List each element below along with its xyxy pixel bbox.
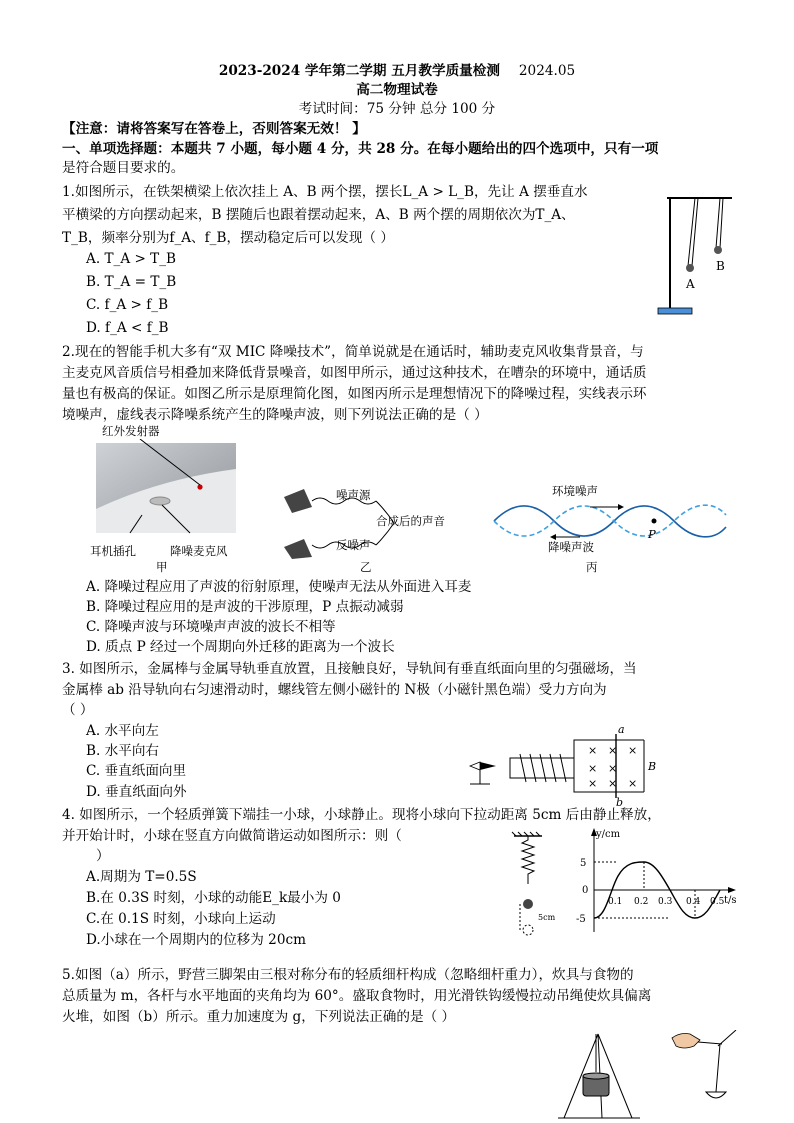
q3-option-b[interactable]: B. 水平向右: [86, 743, 160, 759]
ir-label: 红外发射器: [102, 424, 160, 438]
pendulum-stand-figure: [650, 190, 740, 330]
xtick-0.3: 0.3: [658, 897, 673, 907]
q1-line1: 1.如图所示，在铁架横梁上依次挂上 A、B 两个摆，摆长L_A > L_B，先让 A 摆垂直水: [62, 184, 588, 200]
q2-option-b[interactable]: B. 降噪过程应用的是声波的干涉原理，P 点振动减弱: [86, 599, 404, 615]
svg-text:×: ×: [588, 744, 598, 757]
q4-line3: ）: [96, 848, 110, 864]
spring-distance-label: 5cm: [538, 913, 556, 922]
tripod-figure: [556, 1030, 746, 1122]
env-noise-label: 环境噪声: [552, 484, 598, 498]
q1-option-d[interactable]: D. f_A < f_B: [86, 320, 169, 336]
q3-line2: 金属棒 ab 沿导轨向右匀速滑动时，螺线管左侧小磁针的 N极（小磁针黑色端）受力方向为: [62, 682, 607, 698]
q2-line3: 量也有极高的保证。如图乙所示是原理简化图，如图丙所示是理想情况下的降噪过程，实线表示环: [62, 386, 647, 402]
q2-line4: 境噪声，虚线表示降噪系统产生的降噪声波，则下列说法正确的是（ ）: [62, 407, 488, 423]
section1-heading: 一、单项选择题：本题共 7 小题，每小题 4 分，共 28 分。在每小题给出的四个选项中，只有一项: [62, 141, 659, 157]
q1-option-a[interactable]: A. T_A > T_B: [86, 251, 177, 267]
solenoid-rail-figure: [466, 724, 666, 806]
q5-line1: 5.如图（a）所示，野营三脚架由三根对称分布的轻质细杆构成（忽略细杆重力），炊具与食物的: [62, 967, 634, 983]
q1-option-b[interactable]: B. T_A = T_B: [86, 274, 177, 290]
q2-option-a[interactable]: A. 降噪过程应用了声波的衍射原理，使噪声无法从外面进入耳麦: [86, 579, 472, 595]
xtick-0.5: 0.5: [710, 897, 725, 907]
ytick-neg5: -5: [576, 914, 586, 925]
q4-line1: 4. 如图所示，一个轻质弹簧下端挂一小球，小球静止。现将小球向下拉动距离 5cm 后由静止释放，: [62, 807, 661, 823]
xtick-0.2: 0.2: [634, 897, 649, 907]
q2-line2: 主麦克风音质信号相叠加来降低背景噪音，如图甲所示，通过这种技术，在嘈杂的环境中，通话质: [62, 365, 647, 381]
q3-option-c[interactable]: C. 垂直纸面向里: [86, 763, 187, 779]
section1-heading-cont: 是符合题目要求的。: [62, 160, 185, 176]
ytick-0: 0: [582, 885, 589, 896]
phone-figure: [90, 423, 250, 573]
notice: 【注意：请将答案写在答卷上，否则答案无效！ 】: [62, 121, 366, 137]
q3-option-a[interactable]: A. 水平向左: [86, 723, 159, 739]
q5-line2: 总质量为 m，各杆与水平地面的夹角均为 60°。盛取食物时，用光滑铁钩缓慢拉动吊绳使炊具偏离: [62, 988, 652, 1004]
rod-end-b-label: b: [616, 796, 624, 806]
svg-text:×: ×: [608, 777, 618, 790]
q2-option-c[interactable]: C. 降噪声波与环境噪声声波的波长不相等: [86, 619, 336, 635]
q4-option-c[interactable]: C.在 0.1S 时刻，小球向上运动: [86, 911, 276, 927]
xtick-0.1: 0.1: [608, 897, 623, 907]
q1-option-c[interactable]: C. f_A > f_B: [86, 297, 169, 313]
pendulum-a-label: A: [686, 277, 695, 291]
q3-line3: （ ）: [62, 702, 94, 718]
anti-wave-label: 降噪声波: [548, 540, 594, 554]
x-axis-label: t/s: [724, 895, 737, 906]
point-p-label: P: [648, 527, 656, 541]
q4-option-b[interactable]: B.在 0.3S 时刻，小球的动能E_k最小为 0: [86, 890, 341, 906]
exam-info: 考试时间：75 分钟 总分 100 分: [298, 101, 496, 117]
q1-line3: T_B，频率分别为f_A、f_B，摆动稳定后可以发现（ ）: [62, 230, 394, 246]
svg-text:×: ×: [628, 744, 638, 757]
q2-line1: 2.现在的智能手机大多有“双 MIC 降噪技术”，简单说就是在通话时，辅助麦克风收集背景音，与: [62, 344, 644, 360]
q2-option-d[interactable]: D. 质点 P 经过一个周期向外迁移的距离为一个波长: [86, 639, 395, 655]
xtick-0.4: 0.4: [686, 897, 701, 907]
exam-subtitle: 高二物理试卷: [356, 82, 438, 98]
svg-text:×: ×: [608, 762, 618, 775]
svg-text:×: ×: [608, 744, 618, 757]
fig-bing-caption: 丙: [586, 560, 598, 574]
noise-source-label: 噪声源: [336, 488, 371, 502]
svg-text:×: ×: [588, 777, 598, 790]
fig-jia-caption: 甲: [156, 560, 168, 574]
anti-noise-label: 反噪声: [336, 538, 371, 552]
q3-option-d[interactable]: D. 垂直纸面向外: [86, 784, 187, 800]
fig-yi-caption: 乙: [360, 560, 372, 574]
noise-cancel-wave-figure: [490, 483, 730, 575]
pendulum-b-label: B: [716, 259, 725, 273]
svg-text:×: ×: [628, 777, 638, 790]
q4-option-d[interactable]: D.小球在一个周期内的位移为 20cm: [86, 932, 306, 948]
svg-text:×: ×: [588, 762, 598, 775]
ytick-5: 5: [580, 858, 587, 869]
q1-line2: 平横梁的方向摆动起来，B 摆随后也跟着摆动起来，A、B 两个摆的周期依次为T_A、: [62, 207, 575, 223]
q3-line1: 3. 如图所示，金属棒与金属导轨垂直放置，且接触良好，导轨间有垂直纸面向里的匀强磁场，当: [62, 661, 637, 677]
jack-label: 耳机插孔: [90, 544, 136, 558]
field-b-label: B: [648, 760, 657, 773]
mic-label: 降噪麦克风: [170, 544, 228, 558]
mixed-sound-label: 合成后的声音: [376, 514, 445, 528]
y-axis-label: y/cm: [596, 829, 621, 840]
noise-principle-figure: [282, 483, 472, 575]
rod-end-a-label: a: [618, 724, 625, 736]
q4-line2: 并开始计时，小球在竖直方向做简谐运动如图所示：则（: [62, 828, 402, 844]
shm-graph: [570, 826, 740, 942]
spring-ball-figure: [506, 830, 566, 940]
q5-line3: 火堆，如图（b）所示。重力加速度为 g，下列说法正确的是（ ）: [62, 1009, 456, 1025]
q4-option-a[interactable]: A.周期为 T=0.5S: [86, 869, 197, 885]
exam-title: 2023-2024 学年第二学期 五月教学质量检测 2024.05: [218, 63, 576, 79]
